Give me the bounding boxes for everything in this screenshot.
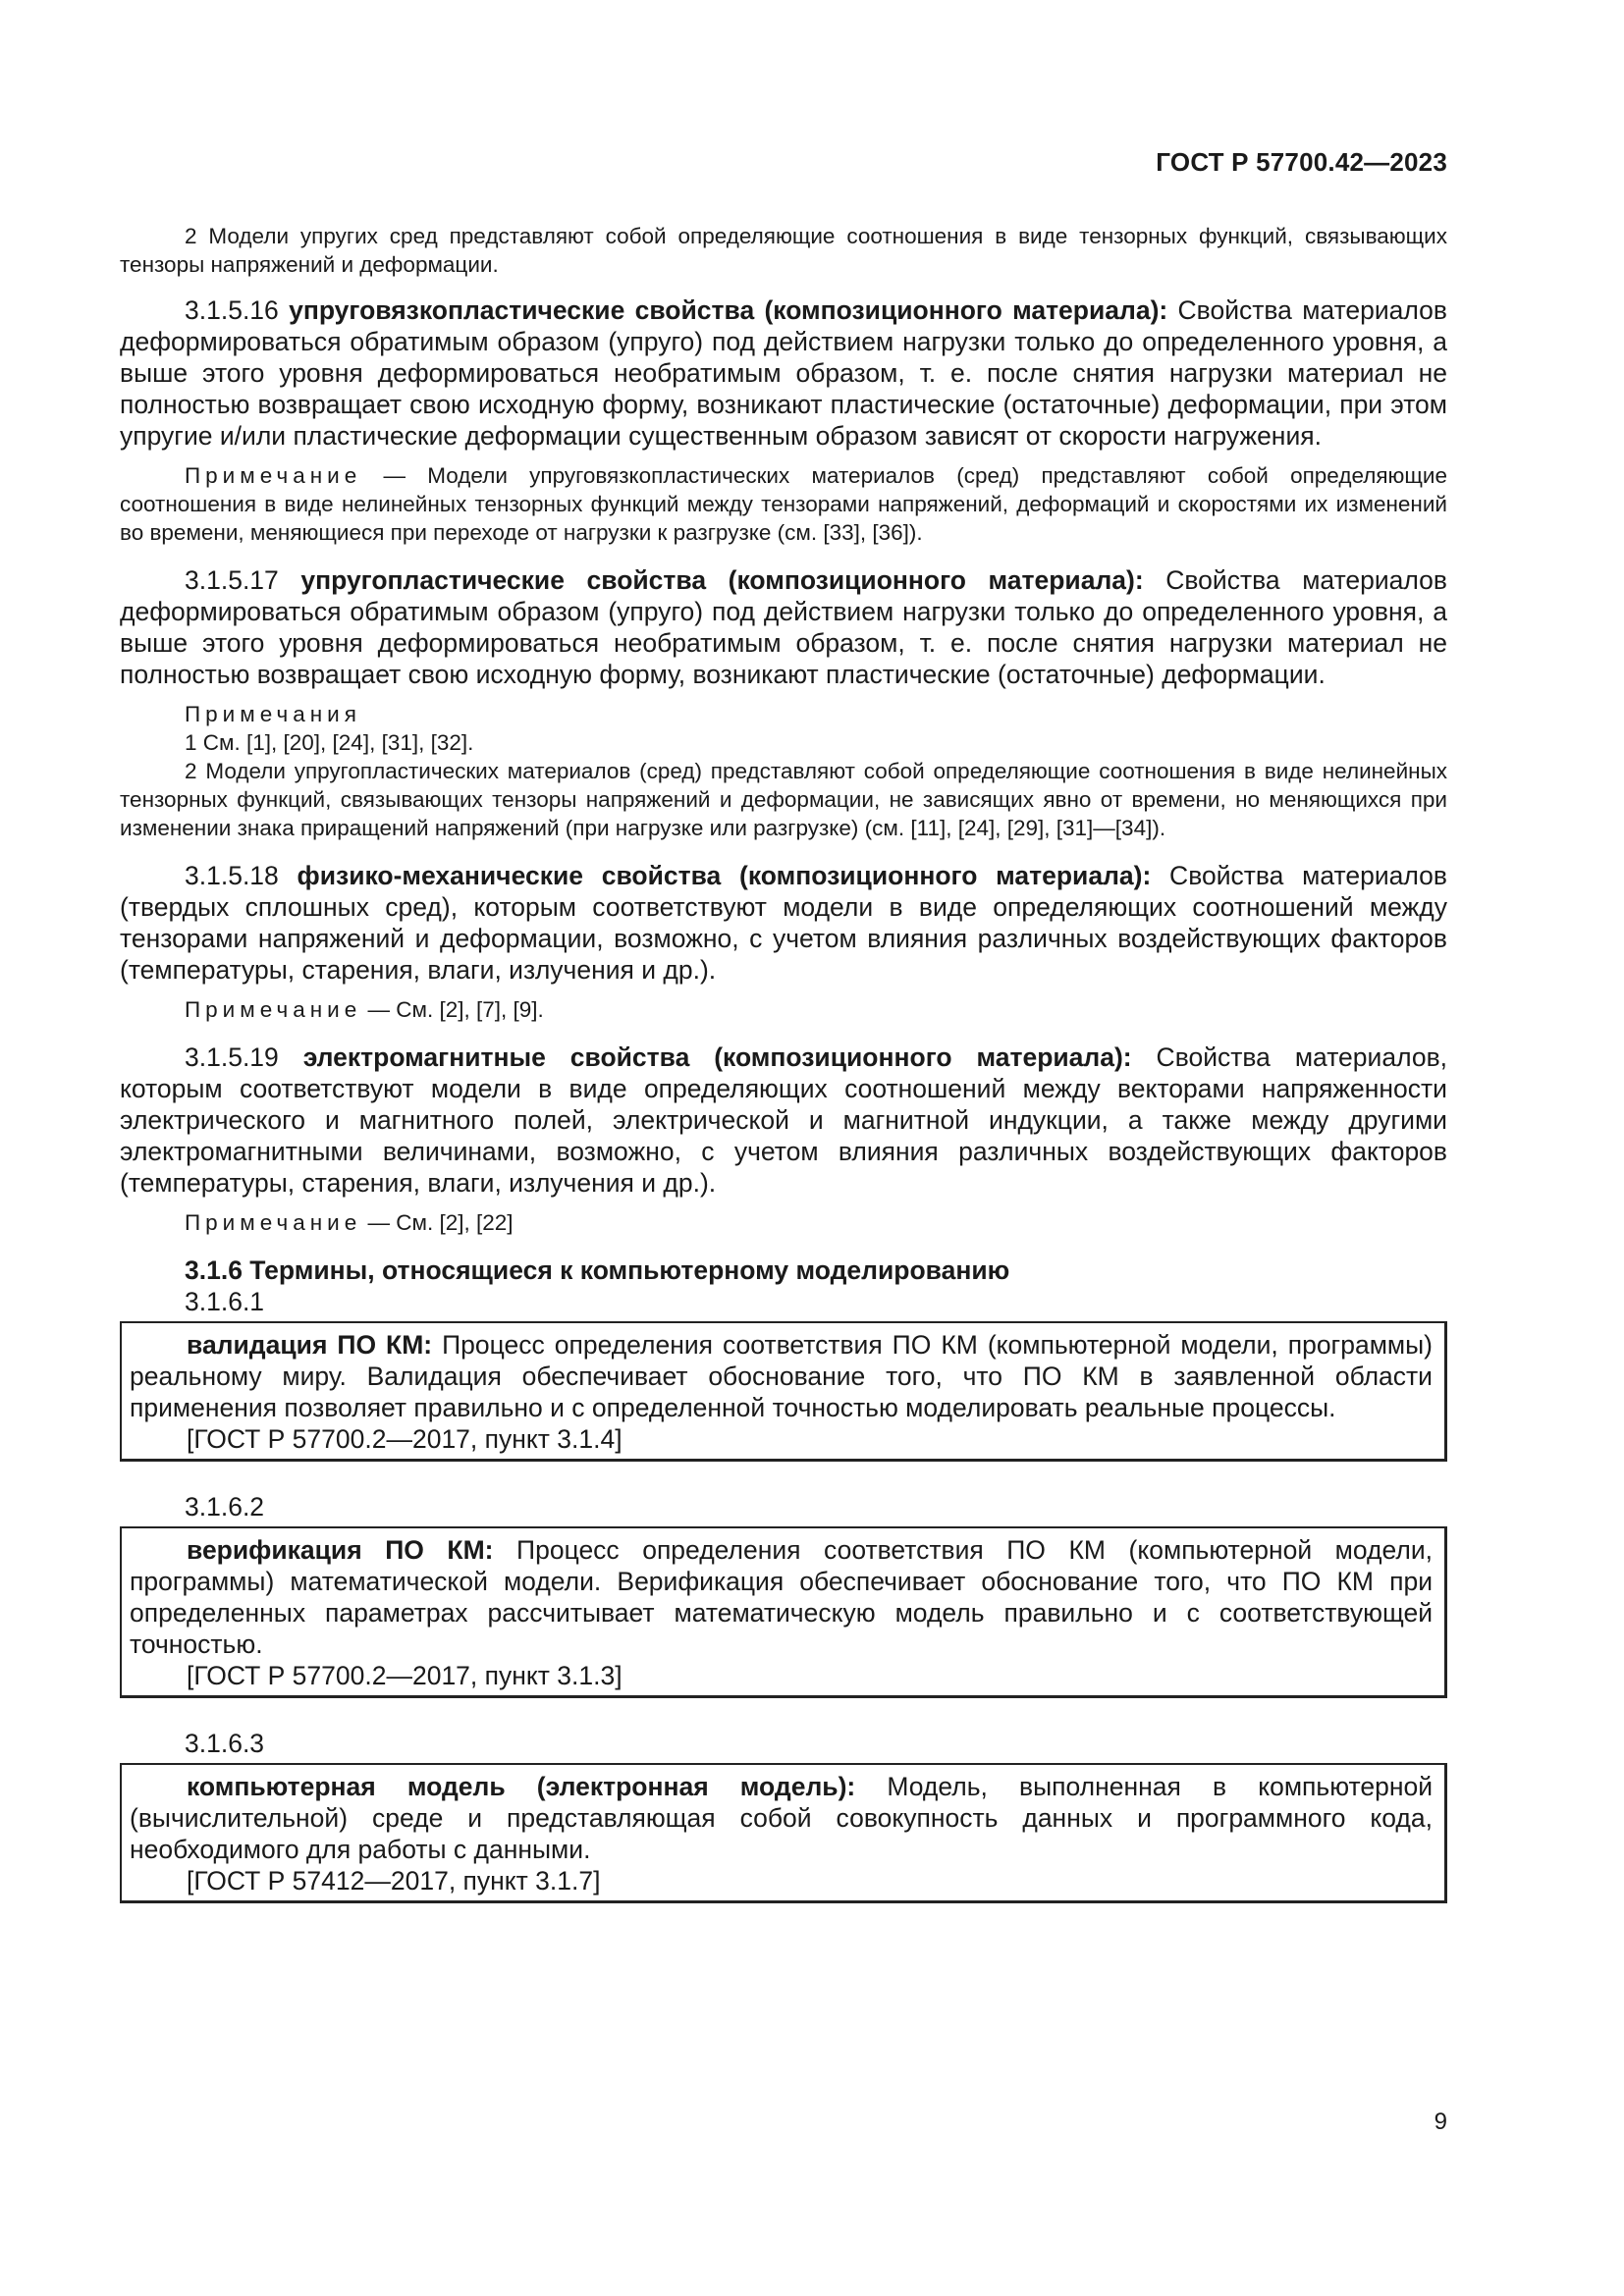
note-2: 2 Модели упругопластических материалов (сред) представляют собой определяющие соотношения в виде нелинейных тензорных функций, связывающих тензоры напряжений и деформации, не зависящих явно от времени, но меняющихся при изменении знака приращений напряжений (при нагрузке или разгрузке) (см. [11], [24], [29], [31]—[34]). xyxy=(120,759,1447,840)
term-3-1-5-18 xyxy=(120,860,1447,986)
notes-3-1-5-17 xyxy=(120,700,1447,842)
term-3-1-5-19 xyxy=(120,1041,1447,1199)
term-source: [ГОСТ Р 57700.2—2017, пункт 3.1.3] xyxy=(187,1661,623,1690)
term-3-1-6-2 xyxy=(130,1534,1433,1660)
note-label: Примечание xyxy=(185,1210,362,1235)
note-label: Примечание xyxy=(185,997,362,1022)
notes-label: Примечания xyxy=(185,702,361,726)
term-number: 3.1.5.18 xyxy=(185,861,298,890)
term-name: верификация ПО КМ: xyxy=(187,1535,494,1565)
term-definition: Свойства материалов деформироваться обратимым образом (упруго) под действием нагрузки только до определенного уровня, а выше этого уровня деформироваться необратимым образом, т. е. после снятия нагрузки материал не полностью возвращает свою исходную форму, возникают пластические (остаточные) деформации. xyxy=(120,565,1448,689)
term-definition: Модель, выполненная в компьютерной (вычислительной) среде и представляющая собой совокупность данных и программного кода, необходимого для работы с данными. xyxy=(130,1772,1433,1864)
note-3-1-5-18 xyxy=(120,995,1447,1024)
term-number: 3.1.5.19 xyxy=(185,1042,303,1072)
term-definition: Свойства материалов (твердых сплошных сред), которым соответствуют модели в виде определяющих соотношений между тензорами напряжений и деформации, возможно, с учетом влияния различных воздействующих факторов (температуры, старения, влаги, излучения и др.). xyxy=(120,861,1447,985)
note-text: — См. [2], [7], [9]. xyxy=(361,997,544,1022)
page-number: 9 xyxy=(1434,2109,1447,2135)
term-box-3-1-6-1 xyxy=(120,1321,1447,1462)
term-3-1-5-16 xyxy=(120,294,1447,452)
term-number-3-1-6-2: 3.1.6.2 xyxy=(185,1492,265,1522)
section-title-3-1-6: 3.1.6 Термины, относящиеся к компьютерному моделированию xyxy=(185,1255,1010,1285)
note-label: Примечание xyxy=(185,463,362,488)
term-3-1-5-17 xyxy=(120,564,1447,690)
term-name: компьютерная модель (электронная модель): xyxy=(187,1772,856,1801)
term-box-3-1-6-3 xyxy=(120,1763,1447,1903)
note-3-1-5-16 xyxy=(120,461,1447,547)
term-definition: Процесс определения соответствия ПО КМ (компьютерной модели, программы) математической модели. Верификация обеспечивает обоснование того, что ПО КМ при определенных параметрах рассчитывает математическую модель правильно и с соответствующей точностью. xyxy=(130,1535,1433,1659)
term-box-3-1-6-2 xyxy=(120,1526,1447,1698)
note-text: — См. [2], [22] xyxy=(361,1210,514,1235)
note-text: — Модели упруговязкопластических материалов (сред) представляют собой определяющие соотношения в виде нелинейных тензорных функций между тензорами напряжений, деформаций и скоростями их изменений во времени, меняющиеся при переходе от нагрузки к разгрузке (см. [33], [36]). xyxy=(120,463,1447,545)
term-name: валидация ПО КМ: xyxy=(187,1330,433,1360)
term-source: [ГОСТ Р 57412—2017, пункт 3.1.7] xyxy=(187,1866,601,1896)
term-name: упругопластические свойства (композиционного материала): xyxy=(300,565,1144,595)
intro-note: 2 Модели упругих сред представляют собой определяющие соотношения в виде тензорных функций, связывающих тензоры напряжений и деформации. xyxy=(120,224,1447,277)
note-1: 1 См. [1], [20], [24], [31], [32]. xyxy=(185,730,474,755)
term-3-1-6-1 xyxy=(130,1329,1433,1423)
term-number-3-1-6-3: 3.1.6.3 xyxy=(185,1729,265,1758)
term-name: физико-механические свойства (композиционного материала): xyxy=(297,861,1152,890)
term-definition: Свойства материалов деформироваться обратимым образом (упруго) под действием нагрузки только до определенного уровня, а выше этого уровня деформироваться необратимым образом, т. е. после снятия нагрузки материал не полностью возвращает свою исходную форму, возникают пластические (остаточные) деформации, при этом упругие и/или пластические деформации существенным образом зависят от скорости нагружения. xyxy=(120,295,1448,451)
note-3-1-5-19 xyxy=(120,1208,1447,1237)
page-content xyxy=(120,222,1447,1933)
term-number: 3.1.5.17 xyxy=(185,565,301,595)
term-definition: Процесс определения соответствия ПО КМ (компьютерной модели, программы) реальному миру. Валидация обеспечивает обоснование того, что ПО КМ в заявленной области применения позволяет правильно и с определенной точностью моделировать реальные процессы. xyxy=(130,1330,1434,1422)
term-3-1-6-3 xyxy=(130,1771,1433,1865)
term-definition: Свойства материалов, которым соответствуют модели в виде определяющих соотношений между векторами напряженности электрического и магнитного полей, электрической и магнитной индукции, а также между другими электромагнитными величинами, возможно, с учетом влияния различных воздействующих факторов (температуры, старения, влаги, излучения и др.). xyxy=(120,1042,1448,1198)
term-number-3-1-6-1: 3.1.6.1 xyxy=(185,1287,265,1316)
term-number: 3.1.5.16 xyxy=(185,295,290,325)
term-name: электромагнитные свойства (композиционного материала): xyxy=(302,1042,1132,1072)
document-code: ГОСТ Р 57700.42—2023 xyxy=(1156,147,1447,177)
term-name: упруговязкопластические свойства (композиционного материала): xyxy=(289,295,1168,325)
term-source: [ГОСТ Р 57700.2—2017, пункт 3.1.4] xyxy=(187,1424,623,1454)
